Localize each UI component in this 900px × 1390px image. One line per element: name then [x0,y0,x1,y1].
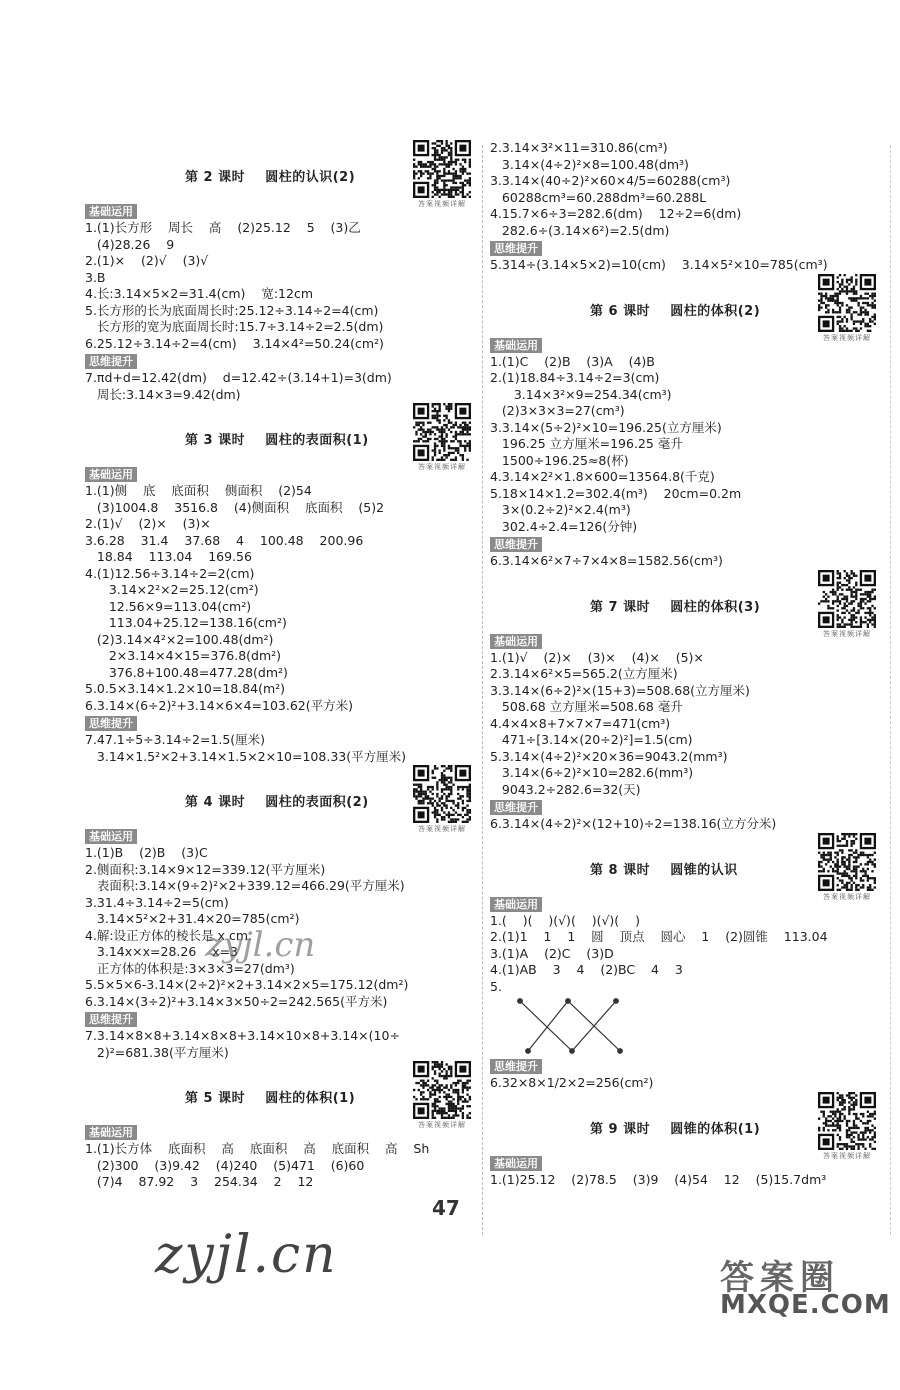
answer-line: 1.(1)√ (2)× (3)× (4)× (5)× [490,649,704,665]
answer-line: 3.14×(6÷2)²×10=282.6(mm³) [490,765,694,780]
lesson-title: 第 3 课时 圆柱的表面积(1) [185,433,369,448]
answer-lines [490,816,885,833]
answer-line: 5.5×5×6-3.14×(2÷2)²×2+3.14×2×5=175.12(dm²) [85,977,409,992]
answer-line: 5.3.14×(4÷2)²×20×36=9043.2(mm³) [490,748,728,764]
answer-line: 1.(1)C (2)B (3)A (4)B [490,353,655,369]
answer-line: 6.3.14×(3÷2)²+3.14×3×50÷2=242.565(平方米) [85,993,388,1009]
answer-line: 2.3.14×3²×11=310.86(cm³) [490,140,668,155]
answer-lines [490,650,885,799]
answer-line: 3.14×1.5²×2+3.14×1.5×2×10=108.33(平方厘米) [85,748,406,764]
answer-line: 3.3.14×(5÷2)²×10=196.25(立方厘米) [490,419,722,435]
answer-line: 282.6÷(3.14×6²)=2.5(dm) [490,222,670,238]
answer-line: 2.(1)√ (2)× (3)× [85,516,211,531]
answer-line: 12.56×9=113.04(cm²) [85,598,252,614]
answer-line: 2.3.14×6²×5=565.2(立方厘米) [490,666,678,681]
answer-line: 6.32×8×1/2×2=256(cm²) [490,1075,654,1090]
section-label-basic: 基础运用 [490,897,542,912]
answer-line: 6.3.14×6²×7÷7×4×8=1582.56(cm³) [490,553,723,568]
answer-line: 5.长方形的长为底面周长时:25.12÷3.14÷2=4(cm) [85,302,379,318]
answer-lines [490,257,885,274]
answer-line: 4.3.14×2²×1.8×600=13564.8(千克) [490,469,715,484]
qr-code[interactable] [413,1061,471,1127]
answer-line: 3.14x×x=28.26 x=3 [85,944,238,959]
column-divider [482,145,483,1235]
qr-code-icon [413,140,471,198]
answer-line: 113.04+25.12=138.16(cm²) [85,615,287,630]
answer-lines [490,354,885,536]
answer-lines [490,140,885,239]
section-label-basic: 基础运用 [85,467,137,482]
answer-line: 302.4÷2.4=126(分钟) [490,518,638,534]
answer-lines [490,1075,885,1092]
right-edge-divider [890,145,891,1235]
answer-line: 3.6.28 31.4 37.68 4 100.48 200.96 [85,532,364,548]
answer-line: 7.πd+d=12.42(dm) d=12.42÷(3.14+1)=3(dm) [85,370,392,385]
answer-line: 4.长:3.14×5×2=31.4(cm) 宽:12cm [85,286,313,301]
answer-line: 5.0.5×3.14×1.2×10=18.84(m²) [85,681,286,696]
qr-code[interactable] [818,833,876,899]
answer-line: 5.314÷(3.14×5×2)=10(cm) 3.14×5²×10=785(cm³) [490,257,828,272]
answer-lines [85,370,480,403]
answer-lines [85,732,480,765]
lesson-header [85,140,480,208]
section-label-thinking: 思维提升 [490,800,542,815]
answer-line: 1.(1)侧 底 底面积 侧面积 (2)54 [85,483,312,498]
answer-line: 1.(1)长方形 周长 高 (2)25.12 5 (3)乙 [85,220,361,235]
answer-line: 3.3.14×(6÷2)²×(15+3)=508.68(立方厘米) [490,682,750,698]
section-label-thinking: 思维提升 [85,354,137,369]
answer-line: 3.31.4÷3.14÷2=5(cm) [85,894,229,910]
answer-lines [85,220,480,352]
answer-line: 3.3.14×(40÷2)²×60×4/5=60288(cm³) [490,173,731,188]
watermark-logo: zyjl.cn [155,1225,338,1285]
qr-code[interactable] [818,1092,876,1158]
answer-line: (7)4 87.92 3 254.34 2 12 [85,1174,314,1189]
qr-code-icon [818,274,876,332]
lesson-title: 第 8 课时 圆锥的认识 [590,862,738,878]
answer-line: 1.(1)长方体 底面积 高 底面积 高 底面积 高 Sh [85,1141,430,1156]
lesson-header [490,1092,885,1160]
qr-code-icon [413,765,471,823]
lesson-header [85,403,480,471]
section-label-basic: 基础运用 [85,1125,137,1140]
answer-line: 3.14×3²×9=254.34(cm³) [490,386,672,402]
answer-line: 长方形的宽为底面周长时:15.7÷3.14÷2=2.5(dm) [85,319,384,334]
qr-code[interactable] [413,403,471,469]
watermark-corner: MXQE.COM [720,1290,891,1320]
answer-line: 2.(1)18.84÷3.14÷2=3(cm) [490,370,660,385]
answer-line: (3)1004.8 3516.8 (4)侧面积 底面积 (5)2 [85,499,385,515]
answer-line: 376.8+100.48=477.28(dm²) [85,664,288,680]
answer-line: 4.解:设正方体的棱长是 x cm. [85,927,253,943]
lesson-title: 第 9 课时 圆锥的体积(1) [590,1121,761,1137]
answer-lines [85,483,480,714]
answer-line: (2)300 (3)9.42 (4)240 (5)471 (6)60 [85,1157,365,1173]
lesson-title: 第 5 课时 圆柱的体积(1) [185,1091,356,1106]
answer-line: 7.47.1÷5÷3.14÷2=1.5(厘米) [85,732,266,747]
answer-line: 1.( )( )(√)( )(√)( ) [490,912,640,928]
answer-line: 4.(1)AB 3 4 (2)BC 4 3 [490,962,683,977]
matching-diagram [490,995,885,1057]
lesson-header [85,765,480,833]
answer-line: 508.68 立方厘米=508.68 毫升 [490,699,683,714]
section-label-thinking: 思维提升 [85,716,137,731]
qr-code[interactable] [413,765,471,831]
answer-line: 3.14×5²×2+31.4×20=785(cm²) [85,911,300,926]
lesson-header [85,1061,480,1129]
lesson-header [490,570,885,638]
answer-line: 6.3.14×(6÷2)²+3.14×6×4=103.62(平方米) [85,697,353,713]
page-number: 47 [432,1196,460,1220]
lesson-title: 第 2 课时 圆柱的认识(2) [185,170,356,185]
qr-caption: 答案视频详解 [823,1151,871,1160]
qr-caption: 答案视频详解 [823,629,871,638]
answer-line: 3.14×(4÷2)²×8=100.48(dm³) [490,156,689,172]
answer-lines [490,553,885,570]
answer-line: 周长:3.14×3=9.42(dm) [85,386,241,402]
lesson-title: 第 7 课时 圆柱的体积(3) [590,599,761,615]
answer-line: 3×(0.2÷2)²×2.4(m³) [490,502,631,517]
answer-line: 5.18×14×1.2=302.4(m³) 20cm=0.2m [490,485,742,501]
answer-line: (2)3.14×4²×2=100.48(dm²) [85,631,274,647]
left-column [85,140,480,1191]
qr-code-icon [413,403,471,461]
answer-line: 3.B [85,269,106,285]
answer-line: (2)3×3×3=27(cm³) [490,403,625,418]
qr-caption: 答案视频详解 [418,1121,466,1129]
section-label-basic: 基础运用 [85,204,137,219]
qr-caption: 答案视频详解 [418,463,466,471]
section-label-thinking: 思维提升 [490,537,542,552]
section-label-thinking: 思维提升 [490,241,542,256]
qr-code[interactable] [818,570,876,636]
answer-line: 9043.2÷282.6=32(天) [490,781,641,797]
qr-code-icon [818,570,876,628]
answer-lines [85,1028,480,1061]
answer-line: 3.(1)A (2)C (3)D [490,945,614,961]
answer-line: 18.84 113.04 169.56 [85,549,252,564]
answer-line: 2×3.14×4×15=376.8(dm²) [85,648,282,663]
lesson-header [490,833,885,901]
answer-lines [490,913,885,996]
answer-line: 471÷[3.14×(20÷2)²]=1.5(cm) [490,732,693,747]
qr-caption: 答案视频详解 [823,333,871,342]
answer-line: 4.(1)12.56÷3.14÷2=2(cm) [85,565,255,581]
section-label-basic: 基础运用 [490,634,542,649]
answer-line: 6.25.12÷3.14÷2=4(cm) 3.14×4²=50.24(cm²) [85,335,384,351]
answer-lines [85,1141,480,1191]
answer-line: 2.(1)× (2)√ (3)√ [85,253,209,268]
qr-caption: 答案视频详解 [418,825,466,833]
lesson-title: 第 4 课时 圆柱的表面积(2) [185,795,369,810]
answer-line: 196.25 立方厘米=196.25 毫升 [490,436,683,451]
qr-code-icon [818,1092,876,1150]
qr-caption: 答案视频详解 [418,200,466,208]
answer-line: (4)28.26 9 [85,236,175,252]
section-label-basic: 基础运用 [490,338,542,353]
right-column [490,140,885,1188]
answer-line: 1.(1)25.12 (2)78.5 (3)9 (4)54 12 (5)15.7dm³ [490,1171,827,1187]
answer-line: 1.(1)B (2)B (3)C [85,845,208,860]
section-label-basic: 基础运用 [85,829,137,844]
answer-line: 60288cm³=60.288dm³=60.288L [490,189,707,205]
qr-code[interactable] [818,274,876,340]
section-label-thinking: 思维提升 [490,1059,542,1074]
answer-line: 5. [490,978,502,994]
qr-code-icon [413,1061,471,1119]
answer-lines [490,1172,885,1189]
answer-line: 4.4×4×8+7×7×7=471(cm³) [490,715,671,731]
watermark-overlay: zyjl.cn [205,925,316,965]
answer-line: 4.15.7×6÷3=282.6(dm) 12÷2=6(dm) [490,206,742,221]
qr-code[interactable] [413,140,471,206]
matching-lines-figure [510,995,650,1057]
answer-line: 3.14×2²×2=25.12(cm²) [85,582,259,597]
answer-line: 2.(1)1 1 1 圆 顶点 圆心 1 (2)圆锥 113.04 [490,929,828,944]
section-label-thinking: 思维提升 [85,1012,137,1027]
answer-line: 正方体的体积是:3×3×3=27(dm³) [85,960,295,976]
answer-line: 2.侧面积:3.14×9×12=339.12(平方厘米) [85,861,326,877]
watermark-corner-logo: 答案圈 [720,1258,840,1298]
answer-line: 1500÷196.25≈8(杯) [490,452,629,468]
answer-line: 6.3.14×(4÷2)²×(12+10)÷2=138.16(立方分米) [490,816,777,831]
answer-line: 2)²=681.38(平方厘米) [85,1044,229,1060]
qr-code-icon [818,833,876,891]
answer-line: 7.3.14×8×8+3.14×8×8+3.14×10×8+3.14×(10÷ [85,1028,400,1043]
section-label-basic: 基础运用 [490,1156,542,1171]
qr-caption: 答案视频详解 [823,892,871,901]
answer-line: 表面积:3.14×(9÷2)²×2+339.12=466.29(平方厘米) [85,878,405,893]
lesson-title: 第 6 课时 圆柱的体积(2) [590,303,761,319]
lesson-header [490,274,885,342]
